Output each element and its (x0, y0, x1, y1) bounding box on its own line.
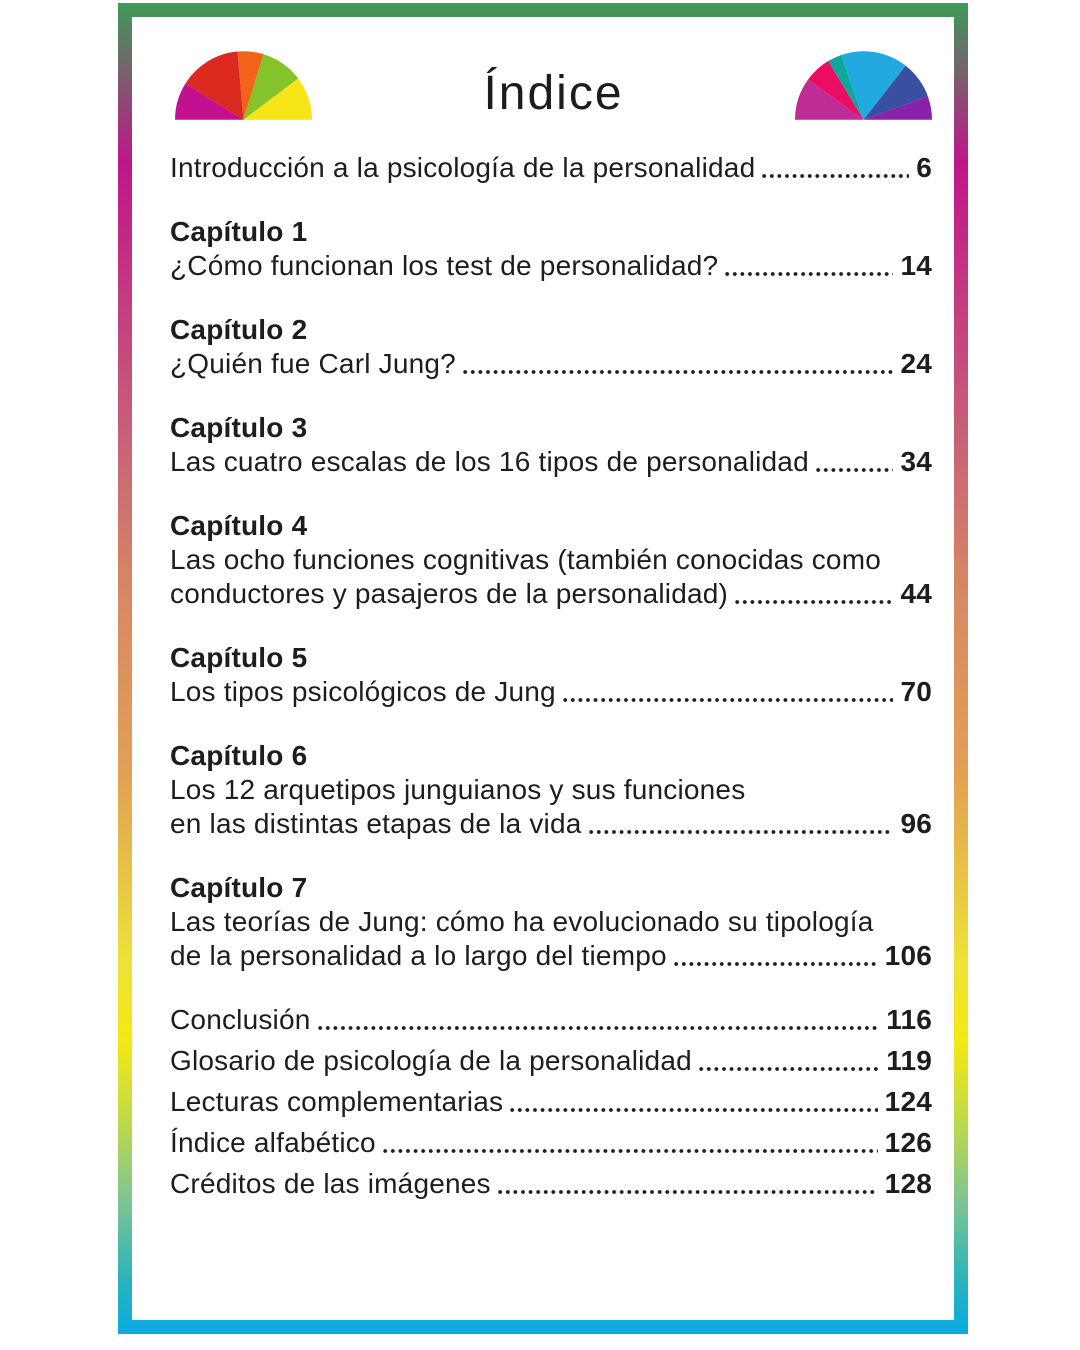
toc-entry-lines (170, 1003, 932, 1037)
toc-line (170, 577, 932, 611)
toc-line-text: Créditos de las imágenes (170, 1168, 491, 1199)
toc-line-text: Conclusión (170, 1004, 311, 1035)
dot-leader (725, 271, 893, 277)
page-number: 44 (900, 578, 932, 609)
toc-entry-lines (170, 1044, 932, 1078)
dot-leader (463, 369, 894, 375)
page-inner (132, 17, 954, 1320)
toc-entry (170, 1126, 932, 1160)
page-number: 119 (886, 1045, 932, 1076)
chapter-heading: Capítulo 5 (170, 642, 308, 673)
dot-leader (498, 1189, 878, 1195)
toc-entry (170, 1085, 932, 1119)
chapter-heading: Capítulo 6 (170, 740, 308, 771)
chapter-heading: Capítulo 3 (170, 412, 308, 443)
toc-entry (170, 739, 932, 841)
toc-entry-lines (170, 347, 932, 381)
page-number: 124 (884, 1086, 932, 1117)
page-number: 34 (900, 446, 932, 477)
toc-line-text: Los tipos psicológicos de Jung (170, 676, 556, 707)
chapter-heading: Capítulo 4 (170, 510, 308, 541)
toc-entry-lines (170, 1126, 932, 1160)
toc-line (170, 1085, 932, 1119)
toc-line (170, 939, 932, 973)
page-number: 70 (900, 676, 932, 707)
dot-leader (762, 173, 909, 179)
dot-leader (318, 1025, 880, 1031)
toc-line-text: en las distintas etapas de la vida (170, 808, 582, 839)
toc-line (170, 675, 932, 709)
page-number: 24 (900, 348, 932, 379)
page-number: 106 (884, 940, 932, 971)
toc-entry (170, 1044, 932, 1078)
toc-line (170, 445, 932, 479)
toc-entry (170, 313, 932, 381)
toc-entry (170, 151, 932, 185)
toc-entry-lines (170, 905, 932, 973)
toc-line (170, 151, 932, 185)
toc-entry-lines (170, 543, 932, 611)
toc-line (170, 807, 932, 841)
toc-line (170, 347, 932, 381)
toc-line-text: Índice alfabético (170, 1127, 376, 1158)
dot-leader (510, 1107, 878, 1113)
toc-line (170, 1003, 932, 1037)
toc-line-text: ¿Cómo funcionan los test de personalidad? (170, 250, 719, 281)
page-number: 116 (886, 1004, 932, 1035)
rainbow-fan-left-decoration (175, 51, 312, 120)
dot-leader (563, 697, 894, 703)
toc-entry-lines (170, 151, 932, 185)
toc-entry (170, 1167, 932, 1201)
page-title: Índice (483, 67, 624, 120)
toc-line-text: Lecturas complementarias (170, 1086, 504, 1117)
toc-line-text: Las cuatro escalas de los 16 tipos de personalidad (170, 446, 809, 477)
page-number: 126 (884, 1127, 932, 1158)
toc-line (170, 1044, 932, 1078)
page-number: 96 (900, 808, 932, 839)
toc-entry-lines (170, 249, 932, 283)
toc-entry-lines (170, 675, 932, 709)
page-number: 128 (884, 1168, 932, 1199)
toc-entry-lines (170, 445, 932, 479)
toc-entry (170, 871, 932, 973)
toc-line-text: de la personalidad a lo largo del tiempo (170, 940, 667, 971)
page-header (170, 50, 932, 120)
toc-entry-lines (170, 1085, 932, 1119)
toc-entry (170, 1003, 932, 1037)
toc-entry-lines (170, 773, 932, 841)
toc-line (170, 1167, 932, 1201)
dot-leader (674, 961, 878, 967)
toc-entry-lines (170, 1167, 932, 1201)
toc-line-text: Glosario de psicología de la personalidad (170, 1045, 692, 1076)
toc-line-text: Introducción a la psicología de la personalidad (170, 152, 756, 183)
chapter-heading: Capítulo 7 (170, 872, 308, 903)
dot-leader (816, 467, 894, 473)
toc-list (170, 151, 932, 1201)
page-number: 6 (916, 152, 932, 183)
toc-entry (170, 641, 932, 709)
toc-line-text: conductores y pasajeros de la personalidad) (170, 578, 729, 609)
toc-entry (170, 215, 932, 283)
dot-leader (383, 1148, 878, 1154)
page-number: 14 (900, 250, 932, 281)
rainbow-fan-right-decoration (795, 51, 932, 120)
dot-leader (735, 599, 893, 605)
dot-leader (699, 1066, 879, 1072)
toc-line: Las ocho funciones cognitivas (también conocidas como (170, 544, 881, 575)
toc-line: Los 12 arquetipos junguianos y sus funciones (170, 774, 746, 805)
toc-line-text: ¿Quién fue Carl Jung? (170, 348, 456, 379)
chapter-heading: Capítulo 2 (170, 314, 308, 345)
toc-page (132, 17, 954, 1320)
toc-entry (170, 509, 932, 611)
chapter-heading: Capítulo 1 (170, 216, 308, 247)
dot-leader (589, 829, 894, 835)
toc-line (170, 1126, 932, 1160)
gradient-border-frame (118, 3, 968, 1334)
toc-line: Las teorías de Jung: cómo ha evolucionado su tipología (170, 906, 874, 937)
toc-line (170, 249, 932, 283)
toc-entry (170, 411, 932, 479)
